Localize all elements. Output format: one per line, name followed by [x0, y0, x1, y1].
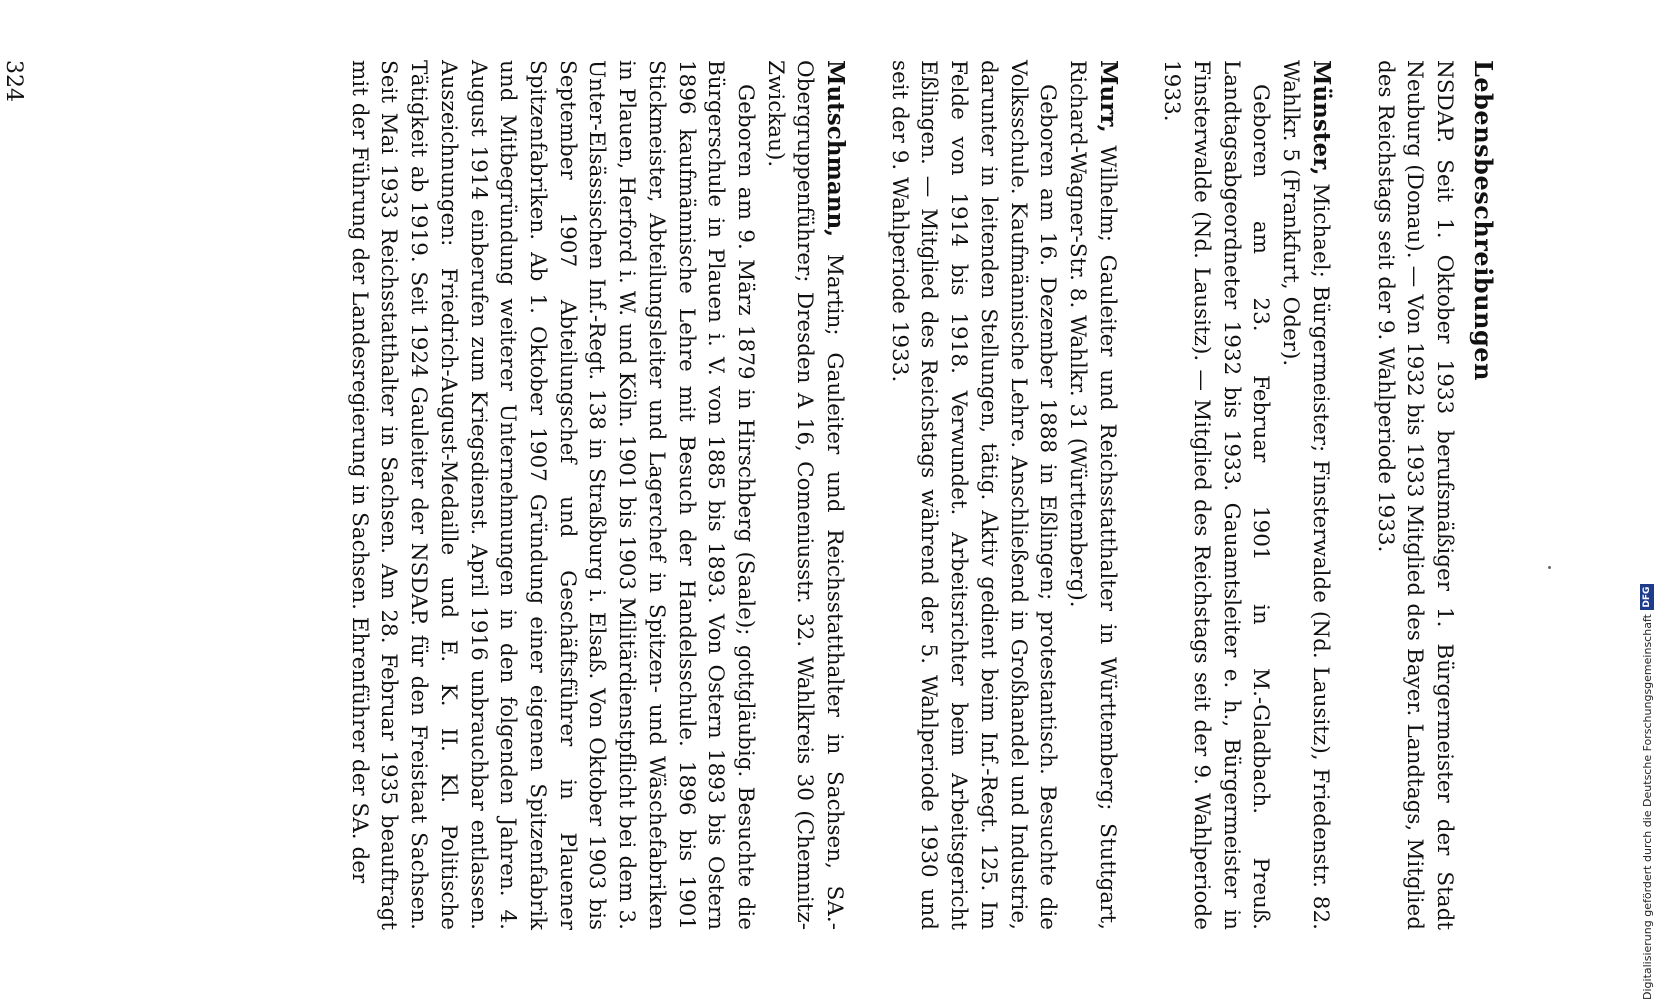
entry-mutschmann: [344, 60, 850, 930]
entry-header: [1062, 60, 1122, 930]
digitization-credit: [1640, 584, 1654, 1000]
entry-header-text: Michael; Bürgermeister; Finsterwalde (Nd. Lausitz), Friedenstr. 82. Wahlkr. 5 (Frankfurt, Oder).: [1278, 60, 1333, 930]
scan-speck: [1548, 566, 1551, 569]
entry-header: [760, 60, 850, 930]
entry-name: Münster,: [1307, 60, 1335, 176]
page-number: 324: [1, 60, 26, 102]
entry-name: Mutschmann,: [822, 60, 850, 238]
entry-header-text: Martin; Gauleiter und Reichsstatthalter in Sachsen, SA.-Obergruppenführer; Dresden A 16, Comeniusstr. 32. Wahlkreis 30 (Chemnitz-Zwickau).: [762, 60, 848, 930]
entry-text: NSDAP. Seit 1. Oktober 1933 berufsmäßiger 1. Bürgermeister der Stadt Neuburg (Donau). — Von 1932 bis 1933 Mitglied des Bayer. Landtags, Mitglied des Reichstags seit der 9. Wahlperiode 1933.: [1372, 60, 1457, 930]
dfg-logo: DFG: [1640, 584, 1654, 610]
entry-name: Murr,: [1094, 60, 1122, 133]
entry-muenster: [1157, 60, 1336, 930]
entry-body: Geboren am 16. Dezember 1888 in Eßlingen; protestantisch. Besuchte die Volksschule. Kaufmännische Lehre. Anschließend in Großhandel und Industrie, darunter in leitenden Stellungen, tätig. Aktiv gedient beim Inf.-Regt. 125. Im Felde von 1914 bis 1918. Verwundet. Arbeitsrichter beim Arbeitsgericht Eßlingen. — Mitglied des Reichstags während der 5. Wahlperiode 1930 und seit der 9. Wahlperiode 1933.: [886, 60, 1061, 930]
entry-header: [1275, 60, 1335, 930]
entry-body: Geboren am 9. März 1879 in Hirschberg (Saale); gottgläubig. Besuchte die Bürgerschule in Plauen i. V. von 1885 bis 1893. Von Ostern 1893 bis Ostern 1896 kaufmännische Lehre mit Besuch der Handelsschule. 1896 bis 1901 Stickmeister, Abteilungsleiter und Lagerchef in Spitzen- und Wäschefabriken in Plauen, Herford i. W. und Köln. 1901 bis 1903 Militärdienstpflicht bei dem 3. Unter-Elsässischen Inf.-Regt. 138 in Straßburg i. Elsaß. Von Oktober 1903 bis September 1907 Abteilungschef und Geschäftsführer in Plauener Spitzenfabriken. Ab 1. Oktober 1907 Gründung einer eigenen Spitzenfabrik und Mitbegründung weiterer Unternehmungen in den folgenden Jahren. 4. August 1914 einberufen zum Kriegsdienst. April 1916 unbrauchbar entlassen. Auszeichnungen: Friedrich-August-Medaille und E. K. II. Kl. Politische Tätigkeit ab 1919. Seit 1924 Gauleiter der NSDAP. für den Freistaat Sachsen. Seit Mai 1933 Reichsstatthalter in Sachsen. Am 28. Februar 1935 beauftragt mit der Führung der Landesregierung in Sachsen. Ehrenführer der SA. der: [346, 60, 758, 930]
entry-continuation: [1370, 60, 1459, 930]
running-head: Lebensbeschreibungen: [1469, 60, 1498, 381]
entry-body: Geboren am 23. Februar 1901 in M.-Gladbach. Preuß. Landtagsabgeordneter 1932 bis 1933. Gauamtsleiter e. h., Bürgermeister in Finsterwalde (Nd. Lausitz). — Mitglied des Reichstags seit der 9. Wahlperiode 1933.: [1159, 60, 1274, 930]
entry-murr: [884, 60, 1123, 930]
entry-header-text: Wilhelm; Gauleiter und Reichsstatthalter in Württemberg; Stuttgart, Richard-Wagner-Str. 8. Wahlkr. 31 (Württemberg).: [1064, 60, 1120, 930]
credit-text: Digitalisierung gefördert durch die Deutsche Forschungsgemeinschaft: [1640, 614, 1654, 1000]
